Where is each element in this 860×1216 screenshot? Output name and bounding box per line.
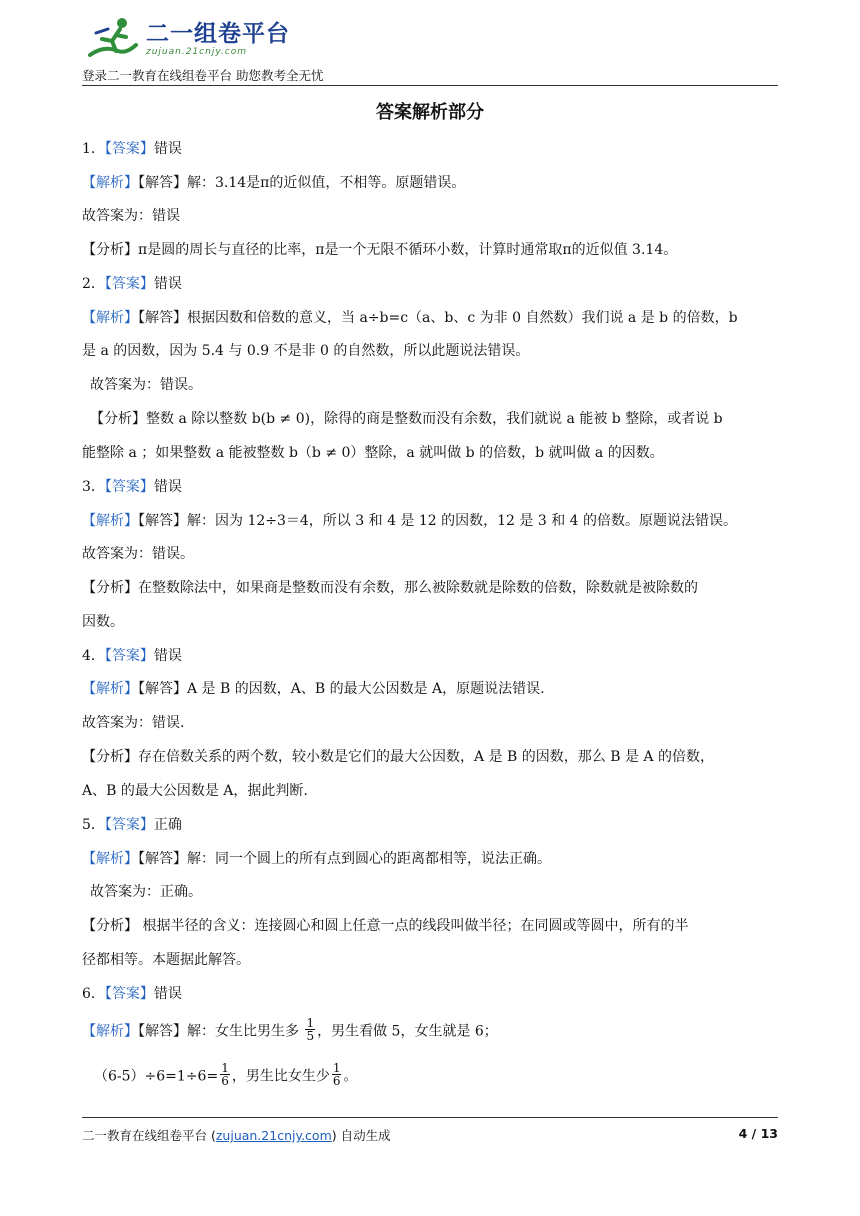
item-4-analysis: 【分析】存在倍数关系的两个数，较小数是它们的最大公因数，A 是 B 的因数，那么 B 是 A 的倍数，: [82, 749, 714, 765]
item-5-conclusion: 故答案为：正确。: [90, 884, 202, 900]
item-6-solution: 【解析】【解答】解：女生比男生多 $\frac{1}{5}$ ，男生看做 5，女生就是 6；: [82, 1016, 498, 1043]
footer-source: 二一教育在线组卷平台 (zujuan.21cnjy.com) 自动生成: [82, 1128, 391, 1143]
item-1-solution: 【解析】【解答】解：3.14是π的近似值，不相等。原题错误。: [82, 175, 466, 191]
fraction-one-sixth-2: $\frac{1}{6}$: [332, 1061, 341, 1088]
item-4-conclusion: 故答案为：错误.: [82, 715, 185, 731]
item-5-solution: 【解析】【解答】解：同一个圆上的所有点到圆心的距离都相等，说法正确。: [82, 851, 551, 867]
item-5-analysis: 【分析】 根据半径的含义：连接圆心和圆上任意一点的线段叫做半径；在同圆或等圆中，所有的半: [82, 918, 689, 934]
header-tagline: 登录二一教育在线组卷平台 助您教考全无忧: [82, 68, 324, 83]
fraction-one-fifth: $\frac{1}{5}$: [306, 1016, 315, 1043]
logo-title: 二一组卷平台: [146, 21, 290, 47]
fraction-one-sixth: $\frac{1}{6}$: [221, 1061, 229, 1088]
header-divider: [82, 85, 778, 86]
item-1-conclusion: 故答案为：错误: [82, 208, 180, 224]
page-title: 答案解析部分: [376, 102, 484, 123]
item-6-calculation: （6-5）÷6=1÷6= $\frac{1}{6}$ ，男生比女生少 $\frac{1}{6}$ 。: [94, 1061, 358, 1088]
item-2-analysis-cont: 能整除 a ；如果整数 a 能被整数 b（b ≠ 0）整除，a 就叫做 b 的倍数，b 就叫做 a 的因数。: [82, 445, 664, 461]
item-2-answer: 2．【答案】错误: [82, 276, 182, 292]
item-3-analysis: 【分析】在整数除法中，如果商是整数而没有余数，那么被除数就是除数的倍数，除数就是被除数的: [82, 580, 698, 596]
item-5-analysis-cont: 径都相等。本题据此解答。: [82, 952, 250, 968]
logo-url: zujuan.21cnjy.com: [146, 47, 248, 57]
item-6-answer: 6．【答案】错误: [82, 986, 182, 1002]
footer-link[interactable]: zujuan.21cnjy.com: [215, 1128, 332, 1143]
item-2-solution: 【解析】【解答】根据因数和倍数的意义，当 a÷b=c（a、b、c 为非 0 自然数）我们说 a 是 b 的倍数，b: [82, 310, 738, 326]
runner-logo-icon: [82, 15, 140, 63]
item-3-solution: 【解析】【解答】解：因为 12÷3＝4，所以 3 和 4 是 12 的因数，12 是 3 和 4 的倍数。原题说法错误。: [82, 513, 738, 529]
item-1-answer: 1．【答案】错误: [82, 141, 182, 157]
item-3-conclusion: 故答案为：错误。: [82, 546, 194, 562]
logo: [82, 14, 778, 64]
item-2-conclusion: 故答案为：错误。: [90, 377, 202, 393]
item-4-analysis-cont: A、B 的最大公因数是 A，据此判断.: [82, 783, 308, 799]
item-2-analysis: 【分析】整数 a 除以整数 b(b ≠ 0)，除得的商是整数而没有余数，我们就说 a 能被 b 整除，或者说 b: [90, 411, 723, 427]
item-4-answer: 4．【答案】错误: [82, 648, 182, 664]
footer-divider: [82, 1117, 778, 1118]
page-number: 4 / 13: [738, 1126, 778, 1141]
item-1-analysis: 【分析】π是圆的周长与直径的比率，π是一个无限不循环小数，计算时通常取π的近似值 3.14。: [82, 242, 678, 258]
item-3-answer: 3．【答案】错误: [82, 479, 182, 495]
item-2-solution-cont: 是 a 的因数，因为 5.4 与 0.9 不是非 0 的自然数，所以此题说法错误。: [82, 343, 530, 359]
item-3-analysis-cont: 因数。: [82, 614, 124, 630]
page-footer: [82, 1126, 778, 1144]
page-header: [82, 14, 778, 84]
item-4-solution: 【解析】【解答】A 是 B 的因数，A、B 的最大公因数是 A，原题说法错误.: [82, 681, 545, 697]
item-5-answer: 5．【答案】正确: [82, 817, 182, 833]
